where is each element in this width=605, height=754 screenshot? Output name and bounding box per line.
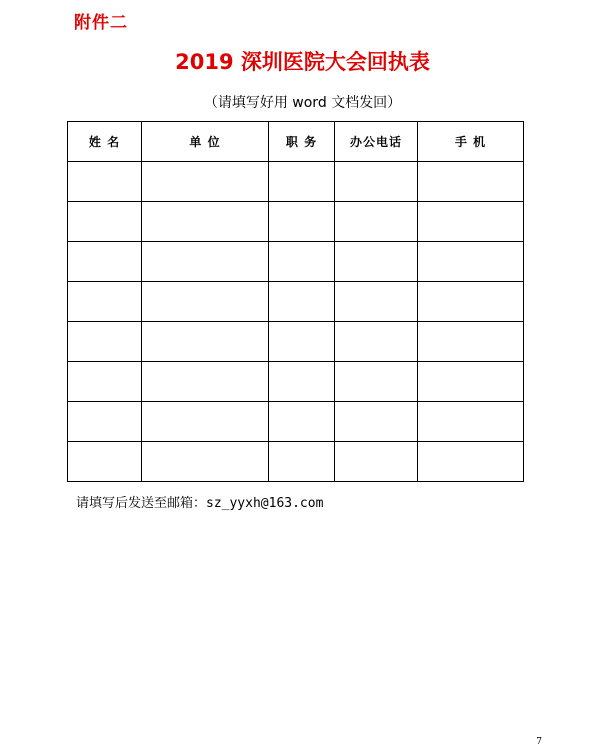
cell-name[interactable] <box>68 202 142 242</box>
cell-office-phone[interactable] <box>335 282 418 322</box>
cell-mobile[interactable] <box>418 362 524 402</box>
cell-name[interactable] <box>68 322 142 362</box>
cell-office-phone[interactable] <box>335 402 418 442</box>
cell-mobile[interactable] <box>418 282 524 322</box>
cell-mobile[interactable] <box>418 242 524 282</box>
cell-name[interactable] <box>68 242 142 282</box>
cell-unit[interactable] <box>142 202 269 242</box>
submission-instructions: 请填写后发送至邮箱：sz_yyxh@163.com <box>76 496 324 511</box>
cell-unit[interactable] <box>142 402 269 442</box>
cell-office-phone[interactable] <box>335 202 418 242</box>
column-header-name: 姓 名 <box>68 122 142 162</box>
cell-name[interactable] <box>68 162 142 202</box>
cell-mobile[interactable] <box>418 162 524 202</box>
cell-name[interactable] <box>68 402 142 442</box>
cell-name[interactable] <box>68 442 142 482</box>
cell-name[interactable] <box>68 362 142 402</box>
column-header-mobile: 手 机 <box>418 122 524 162</box>
cell-position[interactable] <box>269 242 335 282</box>
cell-unit[interactable] <box>142 282 269 322</box>
cell-position[interactable] <box>269 162 335 202</box>
cell-position[interactable] <box>269 402 335 442</box>
cell-mobile[interactable] <box>418 322 524 362</box>
table-row <box>68 402 524 442</box>
table-row <box>68 362 524 402</box>
cell-office-phone[interactable] <box>335 322 418 362</box>
column-header-office-phone: 办公电话 <box>335 122 418 162</box>
page-number: 7 <box>536 737 542 747</box>
page-subtitle: （请填写好用 word 文档发回） <box>203 95 402 111</box>
cell-unit[interactable] <box>142 162 269 202</box>
cell-office-phone[interactable] <box>335 362 418 402</box>
cell-position[interactable] <box>269 442 335 482</box>
cell-office-phone[interactable] <box>335 442 418 482</box>
cell-unit[interactable] <box>142 322 269 362</box>
table-row <box>68 202 524 242</box>
table-row <box>68 442 524 482</box>
cell-position[interactable] <box>269 322 335 362</box>
attachment-label: 附件二 <box>74 13 128 33</box>
cell-position[interactable] <box>269 362 335 402</box>
cell-unit[interactable] <box>142 442 269 482</box>
cell-office-phone[interactable] <box>335 162 418 202</box>
column-header-position: 职 务 <box>269 122 335 162</box>
cell-unit[interactable] <box>142 362 269 402</box>
table-row <box>68 162 524 202</box>
cell-position[interactable] <box>269 202 335 242</box>
cell-unit[interactable] <box>142 242 269 282</box>
cell-position[interactable] <box>269 282 335 322</box>
page-title: 2019 深圳医院大会回执表 <box>175 50 430 74</box>
cell-mobile[interactable] <box>418 402 524 442</box>
cell-mobile[interactable] <box>418 442 524 482</box>
cell-name[interactable] <box>68 282 142 322</box>
cell-mobile[interactable] <box>418 202 524 242</box>
table-row <box>68 322 524 362</box>
registration-table <box>67 121 524 482</box>
table-header-row <box>68 122 524 162</box>
table-row <box>68 282 524 322</box>
column-header-unit: 单 位 <box>142 122 269 162</box>
cell-office-phone[interactable] <box>335 242 418 282</box>
table-row <box>68 242 524 282</box>
